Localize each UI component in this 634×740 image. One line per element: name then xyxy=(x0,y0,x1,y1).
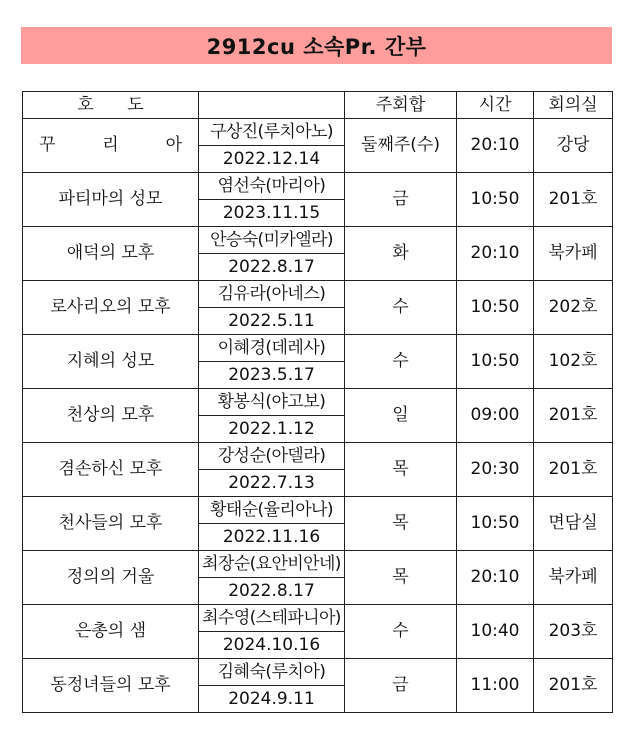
meeting-day: 수 xyxy=(345,281,457,335)
meeting-time: 10:50 xyxy=(457,497,534,551)
praesidium-name: 동정녀들의 모후 xyxy=(23,659,199,713)
header-person xyxy=(199,92,345,119)
officer-name: 황봉식(야고보) xyxy=(199,389,345,416)
table-row xyxy=(23,551,613,578)
header-time: 시간 xyxy=(457,92,534,119)
meeting-time: 20:10 xyxy=(457,551,534,605)
officer-name: 구상진(루치아노) xyxy=(199,119,345,146)
officer-name: 최수영(스테파니아) xyxy=(199,605,345,632)
meeting-time: 20:30 xyxy=(457,443,534,497)
praesidium-name: 꾸 리 아 xyxy=(23,119,199,173)
table-row xyxy=(23,389,613,416)
meeting-room: 북카페 xyxy=(534,551,613,605)
meeting-room: 201호 xyxy=(534,659,613,713)
page-title: 2912cu 소속Pr. 간부 xyxy=(21,27,612,64)
meeting-day: 금 xyxy=(345,173,457,227)
table-body xyxy=(23,119,613,713)
praesidium-name: 천사들의 모후 xyxy=(23,497,199,551)
meeting-room: 102호 xyxy=(534,335,613,389)
meeting-room: 면담실 xyxy=(534,497,613,551)
header-room: 회의실 xyxy=(534,92,613,119)
officer-name: 황태순(율리아나) xyxy=(199,497,345,524)
meeting-time: 20:10 xyxy=(457,227,534,281)
meeting-day: 금 xyxy=(345,659,457,713)
officer-name: 염선숙(마리아) xyxy=(199,173,345,200)
meeting-room: 201호 xyxy=(534,443,613,497)
praesidium-name: 정의의 거울 xyxy=(23,551,199,605)
officer-roster-table xyxy=(22,91,613,713)
table-row xyxy=(23,497,613,524)
officer-name: 강성순(아델라) xyxy=(199,443,345,470)
meeting-day: 목 xyxy=(345,443,457,497)
meeting-room: 203호 xyxy=(534,605,613,659)
meeting-time: 10:50 xyxy=(457,281,534,335)
meeting-room: 202호 xyxy=(534,281,613,335)
officer-name: 안승숙(미카엘라) xyxy=(199,227,345,254)
officer-name: 이혜경(데레사) xyxy=(199,335,345,362)
header-meeting-day: 주회합 xyxy=(345,92,457,119)
officer-name: 김혜숙(루치아) xyxy=(199,659,345,686)
table-row xyxy=(23,335,613,362)
praesidium-name: 천상의 모후 xyxy=(23,389,199,443)
table-row xyxy=(23,659,613,686)
meeting-time: 20:10 xyxy=(457,119,534,173)
praesidium-name: 겸손하신 모후 xyxy=(23,443,199,497)
meeting-time: 11:00 xyxy=(457,659,534,713)
table-row xyxy=(23,605,613,632)
meeting-time: 10:50 xyxy=(457,335,534,389)
appointment-date: 2024.9.11 xyxy=(199,686,345,713)
table-row xyxy=(23,119,613,146)
appointment-date: 2022.7.13 xyxy=(199,470,345,497)
appointment-date: 2022.11.16 xyxy=(199,524,345,551)
officer-name: 최장순(요안비안네) xyxy=(199,551,345,578)
appointment-date: 2022.5.11 xyxy=(199,308,345,335)
praesidium-name: 로사리오의 모후 xyxy=(23,281,199,335)
appointment-date: 2023.5.17 xyxy=(199,362,345,389)
praesidium-name: 파티마의 성모 xyxy=(23,173,199,227)
appointment-date: 2023.11.15 xyxy=(199,200,345,227)
praesidium-name: 지혜의 성모 xyxy=(23,335,199,389)
table-row xyxy=(23,173,613,200)
praesidium-name: 은총의 샘 xyxy=(23,605,199,659)
appointment-date: 2022.8.17 xyxy=(199,254,345,281)
meeting-day: 일 xyxy=(345,389,457,443)
appointment-date: 2022.8.17 xyxy=(199,578,345,605)
appointment-date: 2022.12.14 xyxy=(199,146,345,173)
meeting-day: 둘째주(수) xyxy=(345,119,457,173)
meeting-day: 목 xyxy=(345,497,457,551)
meeting-time: 09:00 xyxy=(457,389,534,443)
table-row xyxy=(23,281,613,308)
meeting-day: 목 xyxy=(345,551,457,605)
meeting-time: 10:50 xyxy=(457,173,534,227)
header-hodo: 호 도 xyxy=(23,92,199,119)
appointment-date: 2024.10.16 xyxy=(199,632,345,659)
meeting-room: 강당 xyxy=(534,119,613,173)
appointment-date: 2022.1.12 xyxy=(199,416,345,443)
meeting-day: 수 xyxy=(345,335,457,389)
table-row xyxy=(23,227,613,254)
meeting-room: 201호 xyxy=(534,173,613,227)
table-row xyxy=(23,443,613,470)
meeting-day: 수 xyxy=(345,605,457,659)
meeting-room: 201호 xyxy=(534,389,613,443)
table-header-row xyxy=(23,92,613,119)
praesidium-name: 애덕의 모후 xyxy=(23,227,199,281)
meeting-day: 화 xyxy=(345,227,457,281)
meeting-room: 북카페 xyxy=(534,227,613,281)
meeting-time: 10:40 xyxy=(457,605,534,659)
officer-name: 김유라(아네스) xyxy=(199,281,345,308)
